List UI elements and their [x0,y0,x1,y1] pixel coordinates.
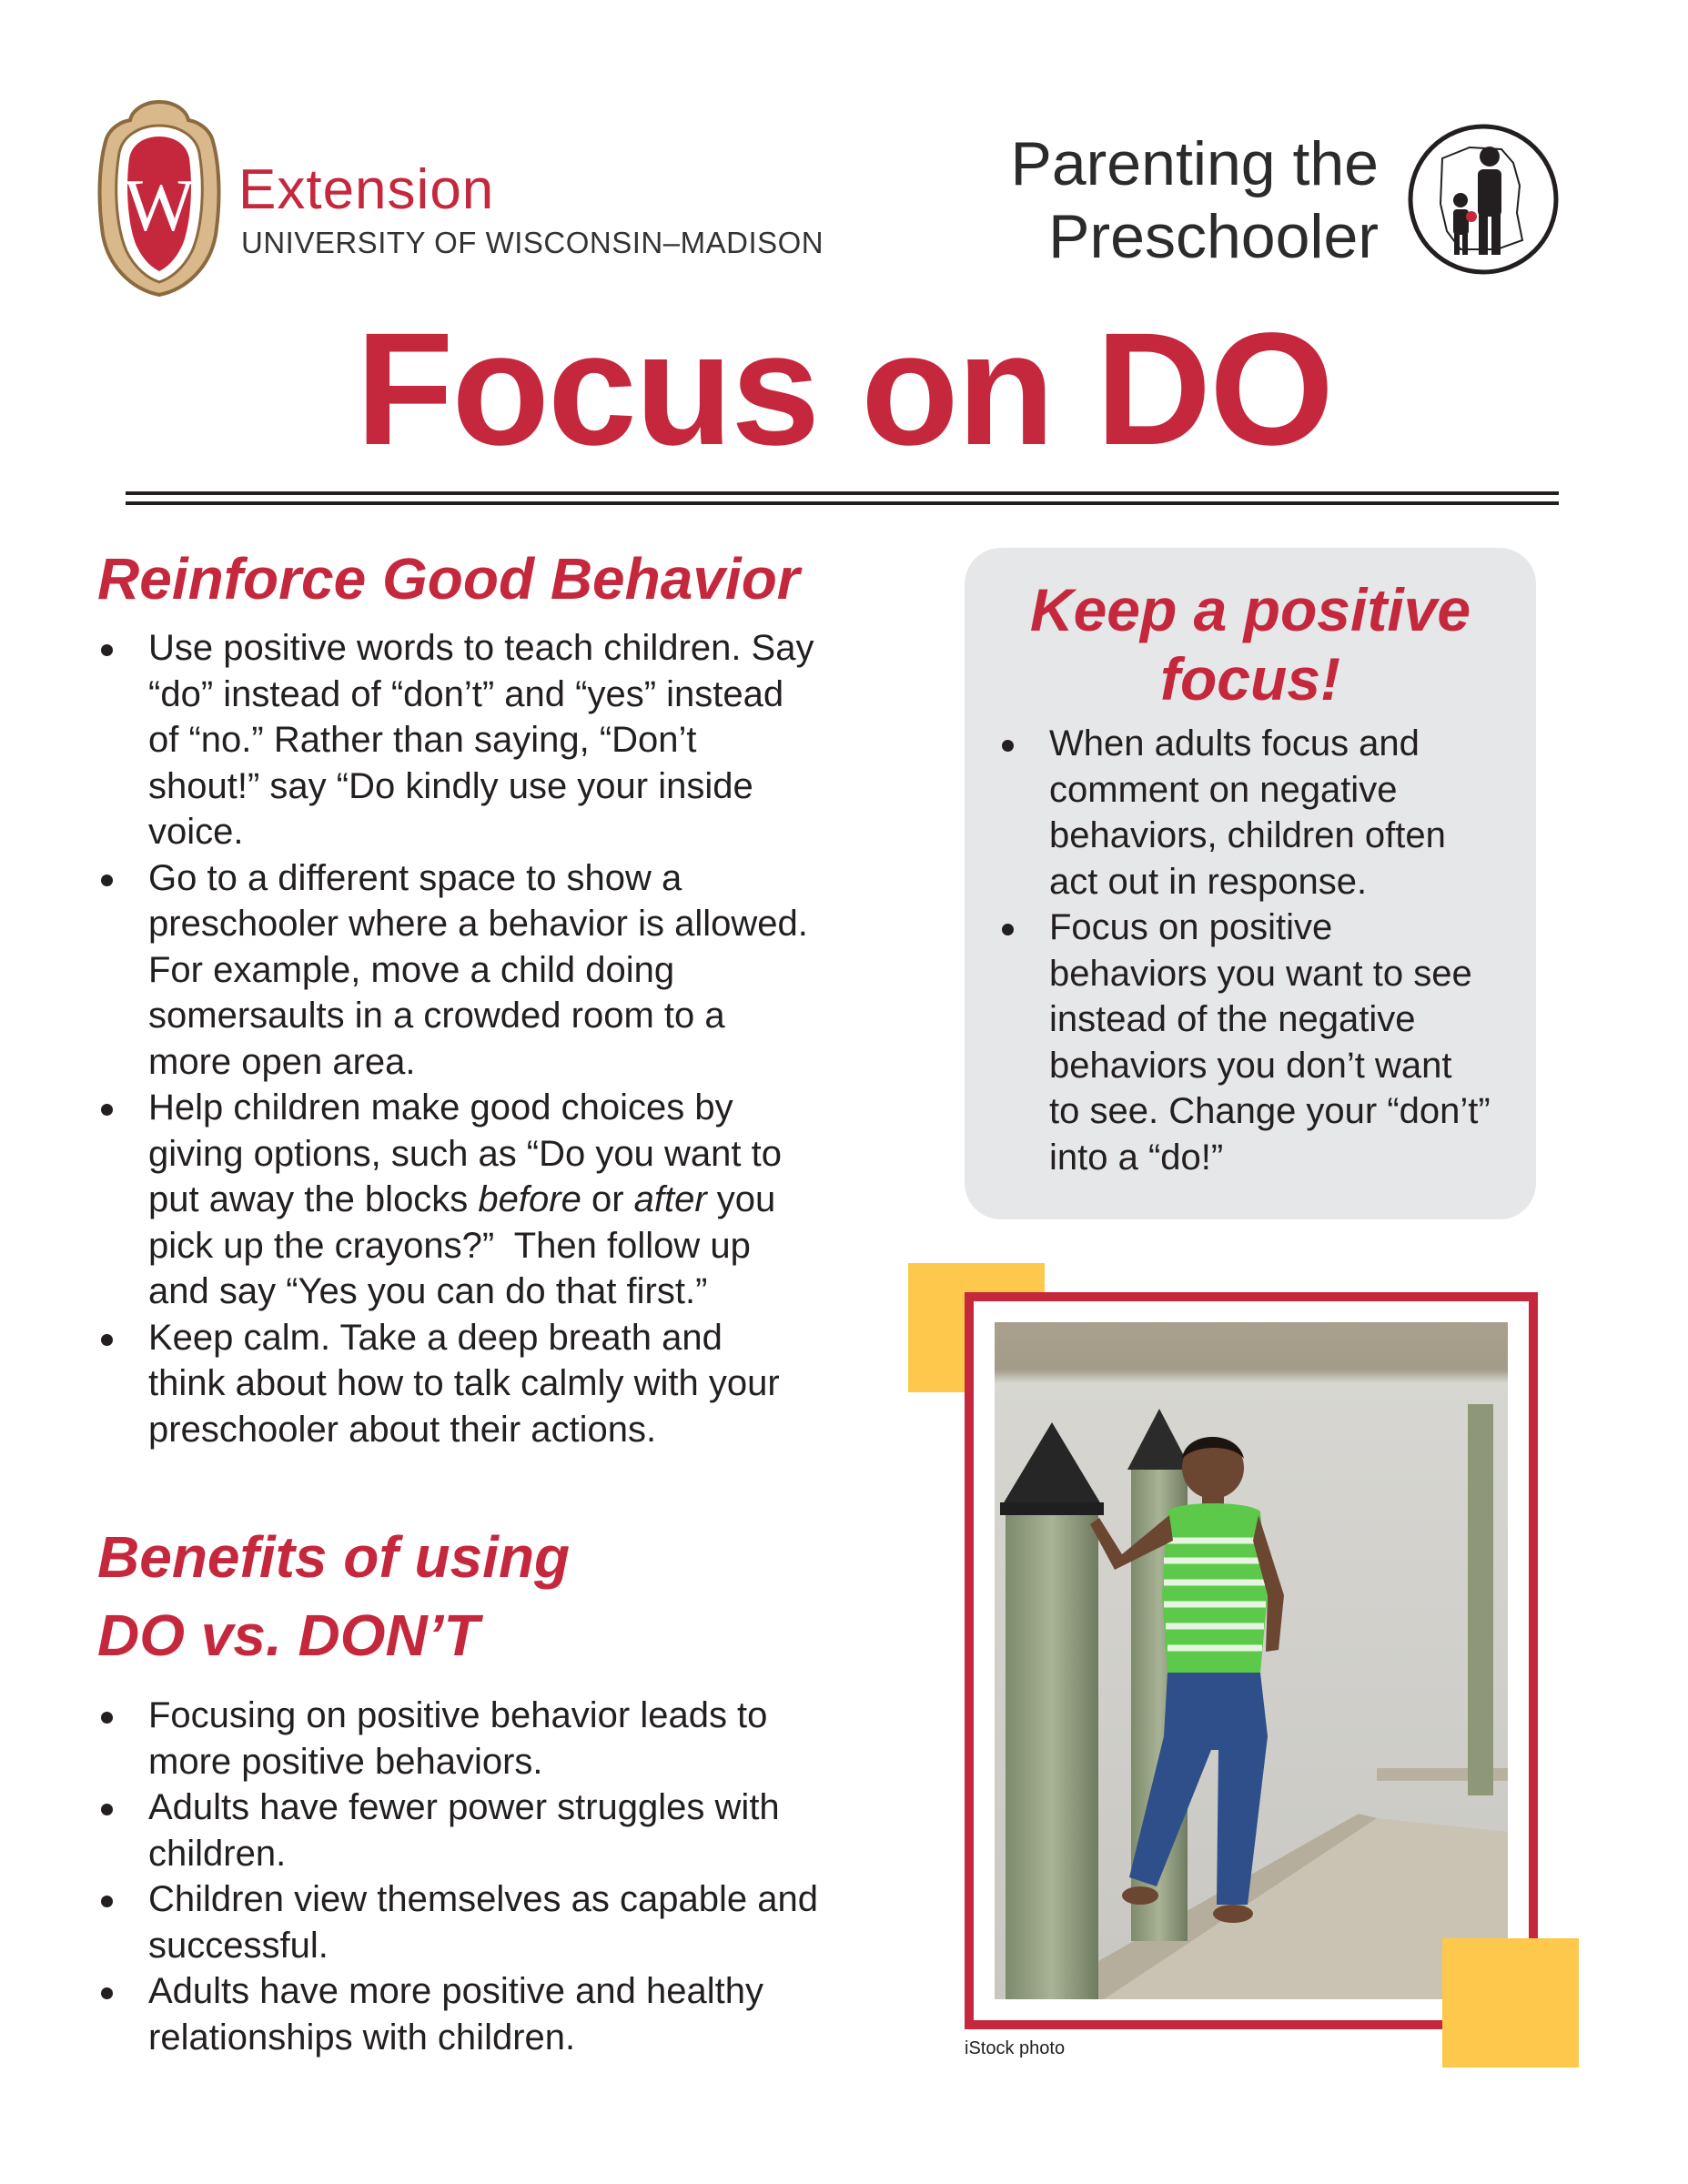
list-item: Adults have fewer power struggles with children. [97,1785,853,1876]
benefits-heading: Benefits of using DO vs. DON’T [97,1524,571,1668]
program-title-line1: Parenting the [1010,129,1379,198]
bullet-icon [101,1896,113,1907]
callout-list [998,721,1508,1180]
reinforce-list [97,625,853,1452]
child-on-dock-photo [995,1322,1508,1999]
reinforce-heading: Reinforce Good Behavior [97,546,800,612]
list-item: Children view themselves as capable and successful. [97,1876,853,1968]
decorative-square-bottom [1442,1938,1579,2068]
program-title [1010,127,1379,273]
bullet-icon [101,644,113,656]
list-item: Use positive words to teach children. Say “do” instead of “don’t” and “yes” instead of “no.” Rather than saying, “Don’t shout!” say “Do kindly use your inside voice. [97,625,853,855]
list-item: Adults have more positive and healthy relationships with children. [97,1968,853,2060]
callout-title: Keep a positive focus! [1029,576,1471,713]
positive-focus-callout [965,548,1536,1219]
title-divider-top [126,491,1559,495]
bullet-icon [1002,740,1014,752]
benefits-list [97,1693,853,2060]
photo-frame [965,1292,1538,2029]
bullet-icon [1002,924,1014,935]
bullet-icon [101,1334,113,1346]
bullet-icon [101,875,113,886]
list-item: Focusing on positive behavior leads to more positive behaviors. [97,1693,853,1785]
parent-child-logo-icon [1406,122,1561,277]
photo-credit: iStock photo [965,2038,1066,2058]
bullet-icon [101,1804,113,1815]
university-subtitle: UNIVERSITY OF WISCONSIN–MADISON [241,226,824,259]
bullet-icon [101,1987,113,1999]
program-title-line2: Preschooler [1048,202,1379,271]
list-item: Go to a different space to show a preschooler where a behavior is allowed. For example, move a child doing somersaults in a crowded room to a more open area. [97,855,853,1086]
list-item: Help children make good choices by giving options, such as “Do you want to put away the blocks before or after you pick up the crayons?” Then follow up and say “Yes you can do that first.” [97,1085,853,1315]
list-item: When adults focus and comment on negative behaviors, children often act out in response. [998,721,1508,905]
svg-text:W: W [124,164,195,247]
title-divider-bottom [126,501,1559,505]
page-title: Focus on DO [355,300,1333,479]
uw-crest-logo [96,98,223,298]
list-item: Keep calm. Take a deep breath and think about how to talk calmly with your preschooler about their actions. [97,1315,853,1453]
bullet-icon [101,1104,113,1116]
extension-title: Extension [238,158,495,221]
bullet-icon [101,1712,113,1724]
list-item: Focus on positive behaviors you want to see instead of the negative behaviors you don’t want to see. Change your “don’t” into a “do!” [998,905,1508,1180]
